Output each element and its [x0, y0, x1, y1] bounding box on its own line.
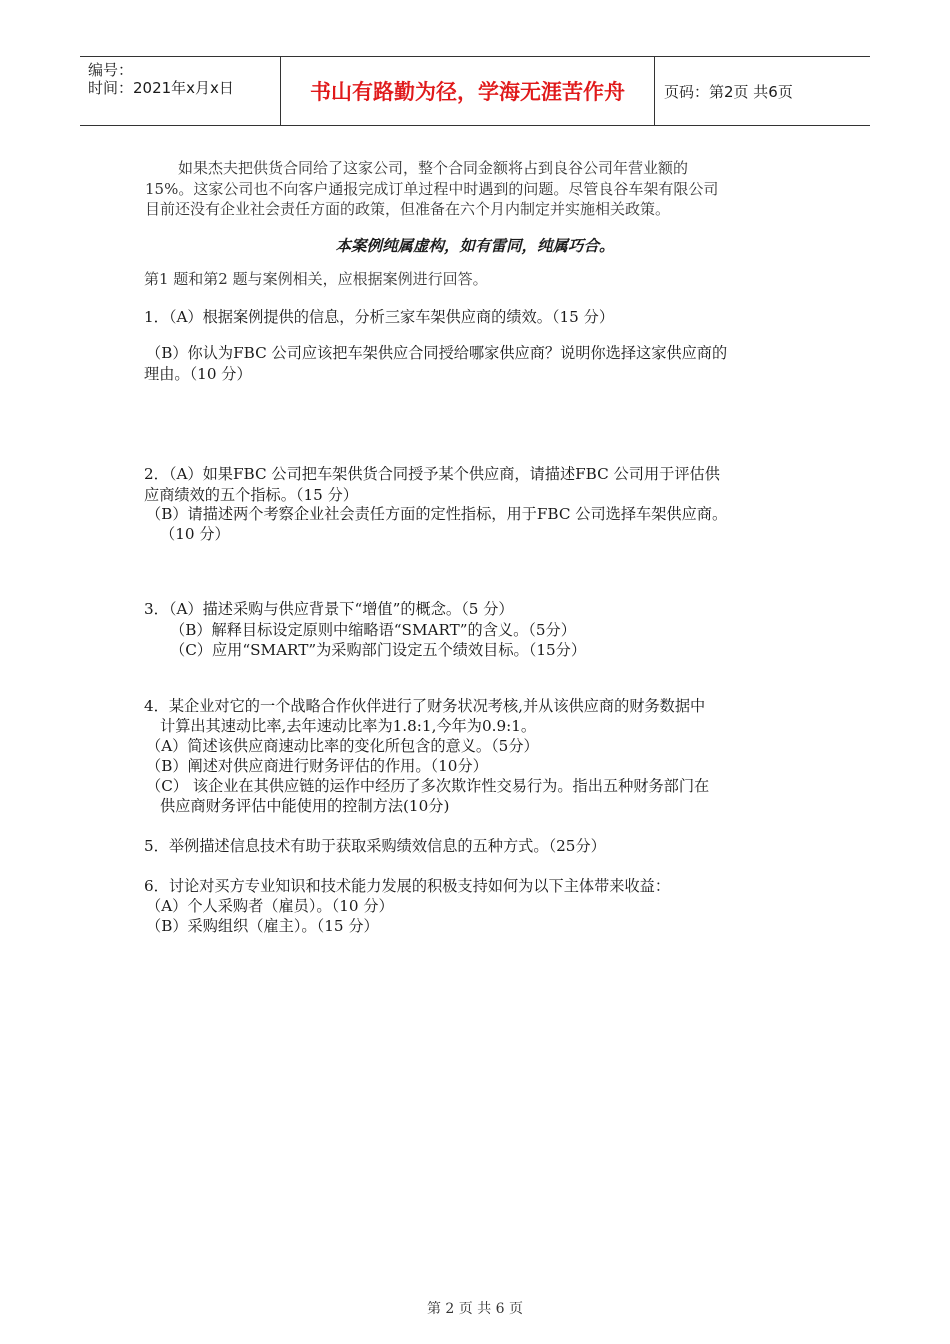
header-page-info: 页码：第2页 共6页: [664, 82, 793, 101]
header-motto: 书山有路勤为径，学海无涯苦作舟: [280, 57, 655, 125]
question-3a: 3．（A）描述采购与供应背景下“增值”的概念。（5 分）: [144, 600, 514, 618]
question-1b: （B）你认为FBC 公司应该把车架供应合同授给哪家供应商？说明你选择这家供应商的: [146, 344, 728, 362]
question-2a-cont: 应商绩效的五个指标。（15 分）: [144, 486, 358, 504]
question-3b: （B）解释目标设定原则中缩略语“SMART”的含义。（5分）: [170, 621, 576, 639]
page-footer: 第 2 页 共 6 页: [426, 1301, 524, 1317]
question-4a: （A）简述该供应商速动比率的变化所包含的意义。（5分）: [146, 737, 539, 755]
intro-line-2: 15%。这家公司也不向客户通报完成订单过程中时遇到的问题。尽管良谷车架有限公司: [145, 180, 719, 198]
header-meta: [80, 57, 280, 125]
question-5: 5．举例描述信息技术有助于获取采购绩效信息的五种方式。（25分）: [144, 837, 606, 855]
question-1a: 1．（A）根据案例提供的信息，分析三家车架供应商的绩效。（15 分）: [144, 308, 615, 326]
intro-line-1: 如果杰夫把供货合同给了这家公司，整个合同金额将占到良谷公司年营业额的: [178, 159, 689, 177]
question-3c: （C）应用“SMART”为采购部门设定五个绩效目标。（15分）: [170, 641, 587, 659]
document-time: 时间：2021年x月x日: [88, 79, 234, 97]
question-4c-cont: 供应商财务评估中能使用的控制方法(10分): [160, 797, 450, 815]
question-4b: （B）阐述对供应商进行财务评估的作用。（10分）: [146, 757, 488, 775]
question-4: 4．某企业对它的一个战略合作伙伴进行了财务状况考核,并从该供应商的财务数据中: [144, 697, 706, 715]
intro-line-3: 目前还没有企业社会责任方面的政策，但准备在六个月内制定并实施相关政策。: [145, 200, 671, 218]
document-number: 编号：: [88, 61, 134, 79]
question-2b-cont: （10 分）: [160, 525, 230, 543]
question-1b-cont: 理由。（10 分）: [144, 365, 252, 383]
question-6b: （B）采购组织（雇主）。（15 分）: [146, 917, 379, 935]
disclaimer: 本案例纯属虚构，如有雷同，纯属巧合。: [335, 236, 615, 255]
question-4-cont: 计算出其速动比率,去年速动比率为1.8:1,今年为0.9:1。: [160, 717, 537, 735]
question-6: 6．讨论对买方专业知识和技术能力发展的积极支持如何为以下主体带来收益：: [144, 877, 671, 895]
question-6a: （A）个人采购者（雇员）。（10 分）: [146, 897, 394, 915]
instruction: 第1 题和第2 题与案例相关，应根据案例进行回答。: [144, 270, 488, 288]
page-header: [80, 56, 870, 126]
question-2b: （B）请描述两个考察企业社会责任方面的定性指标，用于FBC 公司选择车架供应商。: [146, 505, 728, 523]
question-2a: 2．（A）如果FBC 公司把车架供货合同授予某个供应商，请描述FBC 公司用于评估供: [144, 465, 720, 483]
question-4c: （C） 该企业在其供应链的运作中经历了多次欺诈性交易行为。指出五种财务部门在: [146, 777, 710, 795]
